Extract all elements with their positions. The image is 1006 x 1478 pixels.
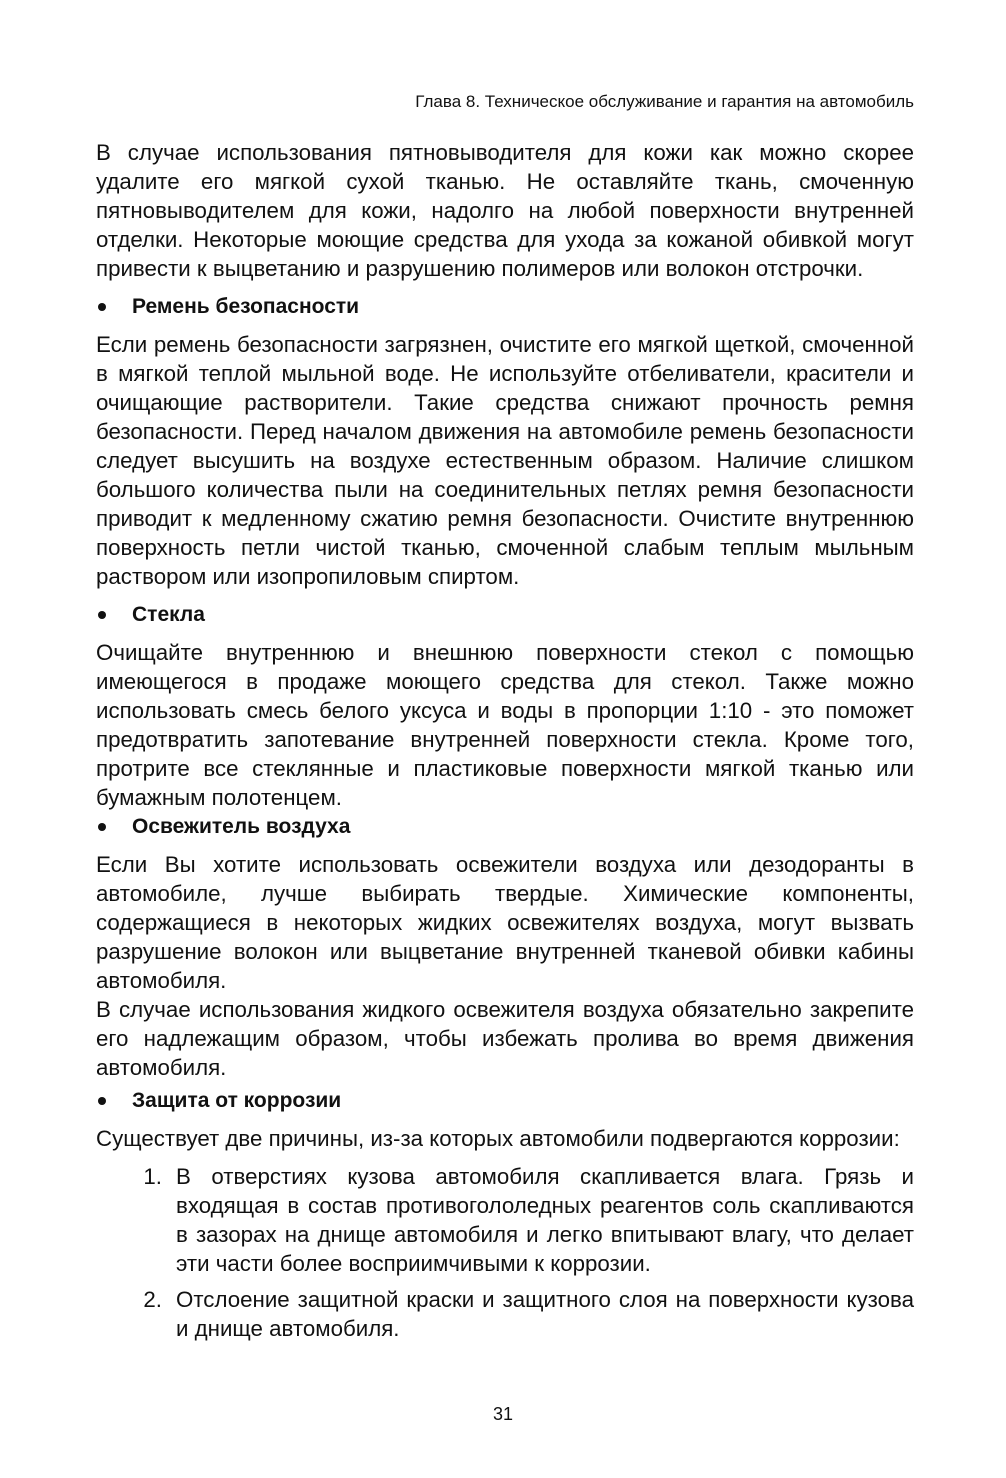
running-header: Глава 8. Техническое обслуживание и гарантия на автомобиль	[415, 92, 914, 111]
bullet-icon	[98, 303, 106, 311]
section-title: Освежитель воздуха	[132, 815, 351, 838]
section-heading-corrosion	[96, 1086, 914, 1115]
section-heading-air-freshener	[96, 812, 914, 841]
list-item-text: В отверстиях кузова автомобиля скапливается влага. Грязь и входящая в состав противогололедных реагентов соль скапливаются в зазорах на днище автомобиля и легко впитывают влагу, что делает эти части более восприимчивыми к коррозии.	[176, 1164, 914, 1276]
section-title: Защита от коррозии	[132, 1089, 342, 1112]
page-content	[96, 138, 914, 1350]
section-title: Ремень безопасности	[132, 295, 360, 318]
list-item-number: 1.	[143, 1164, 162, 1189]
list-item-number: 2.	[143, 1287, 162, 1312]
list-item	[96, 1162, 914, 1278]
list-item	[96, 1285, 914, 1343]
bullet-icon	[98, 1097, 106, 1105]
list-item-text: Отслоение защитной краски и защитного слоя на поверхности кузова и днище автомобиля.	[176, 1287, 914, 1341]
section-title: Стекла	[132, 603, 205, 626]
air-freshener-paragraph-1: Если Вы хотите использовать освежители воздуха или дезодоранты в автомобиле, лучше выбирать твердые. Химические компоненты, содержащиеся в некоторых жидких освежителях воздуха, могут вызвать разрушение волокон или выцветание внутренней тканевой обивки кабины автомобиля.	[96, 852, 914, 993]
corrosion-paragraph: Существует две причины, из-за которых автомобили подвергаются коррозии:	[96, 1126, 900, 1151]
corrosion-causes-list	[96, 1162, 914, 1343]
bullet-icon	[98, 611, 106, 619]
seatbelt-paragraph: Если ремень безопасности загрязнен, очистите его мягкой щеткой, смоченной в мягкой теплой мыльной воде. Не используйте отбеливатели, красители и очищающие растворители. Такие средства снижают прочность ремня безопасности. Перед началом движения на автомобиле ремень безопасности следует высушить на воздухе естественным образом. Наличие слишком большого количества пыли на соединительных петлях ремня безопасности приводит к медленному сжатию ремня безопасности. Очистите внутреннюю поверхность петли чистой тканью, смоченной слабым теплым мыльным раствором или изопропиловым спиртом.	[96, 332, 914, 589]
glass-paragraph: Очищайте внутреннюю и внешнюю поверхности стекол с помощью имеющегося в продаже моющего средства для стекол. Также можно использовать смесь белого уксуса и воды в пропорции 1:10 - это поможет предотвратить запотевание внутренней поверхности стекла. Кроме того, протрите все стеклянные и пластиковые поверхности мягкой тканью или бумажным полотенцем.	[96, 640, 914, 810]
section-heading-seatbelt	[96, 292, 914, 321]
section-heading-glass	[96, 600, 914, 629]
air-freshener-paragraph-2: В случае использования жидкого освежителя воздуха обязательно закрепите его надлежащим образом, чтобы избежать пролива во время движения автомобиля.	[96, 997, 914, 1080]
bullet-icon	[98, 823, 106, 831]
intro-paragraph: В случае использования пятновыводителя для кожи как можно скорее удалите его мягкой сухой тканью. Не оставляйте ткань, смоченную пятновыводителем для кожи, надолго на любой поверхности внутренней отделки. Некоторые моющие средства для ухода за кожаной обивкой могут привести к выцветанию и разрушению полимеров или волокон отстрочки.	[96, 140, 914, 281]
page-number: 31	[492, 1404, 514, 1424]
